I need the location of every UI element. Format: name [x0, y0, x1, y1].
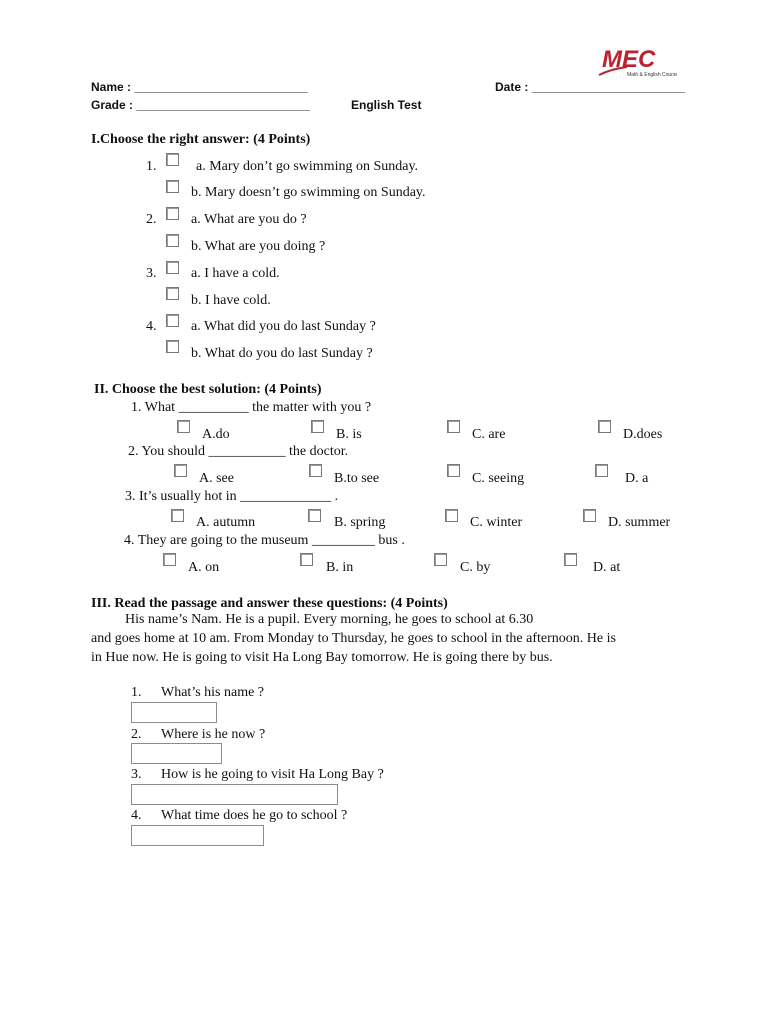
- option-b: b. I have cold.: [191, 293, 271, 308]
- checkbox-option-b[interactable]: [166, 340, 179, 353]
- question-text: 3. It’s usually hot in _____________ .: [125, 489, 339, 504]
- option-a: a. What are you do ?: [191, 212, 307, 227]
- checkbox-option-b[interactable]: [309, 464, 322, 477]
- option-b: b. What do you do last Sunday ?: [191, 346, 373, 361]
- checkbox-option-b[interactable]: [308, 509, 321, 522]
- passage-line-2: and goes home at 10 am. From Monday to Thursday, he goes to school in the afternoon. He is: [91, 631, 616, 646]
- option-a: A. see: [199, 471, 234, 486]
- checkbox-option-a[interactable]: [166, 314, 179, 327]
- checkbox-option-a[interactable]: [177, 420, 190, 433]
- checkbox-option-a[interactable]: [166, 207, 179, 220]
- question-text: What’s his name ?: [161, 685, 265, 700]
- option-c: C. seeing: [472, 471, 525, 486]
- question-text: 2. You should ___________ the doctor.: [128, 444, 349, 459]
- question-text: 1. What __________ the matter with you ?: [131, 400, 372, 415]
- test-title: English Test: [351, 98, 422, 112]
- grade-field[interactable]: Grade : __________________________: [91, 98, 310, 112]
- passage-line-3: in Hue now. He is going to visit Ha Long Bay tomorrow. He is going there by bus.: [91, 650, 553, 665]
- checkbox-option-a[interactable]: [166, 153, 179, 166]
- checkbox-option-b[interactable]: [300, 553, 313, 566]
- section3-heading: III. Read the passage and answer these questions: (4 Points): [91, 596, 448, 611]
- checkbox-option-d[interactable]: [595, 464, 608, 477]
- checkbox-option-d[interactable]: [564, 553, 577, 566]
- option-b: b. What are you doing ?: [191, 239, 326, 254]
- option-a: a. Mary don’t go swimming on Sunday.: [196, 159, 419, 174]
- checkbox-option-c[interactable]: [447, 464, 460, 477]
- option-d: D. a: [625, 471, 649, 486]
- question-number: 1.: [131, 685, 142, 700]
- section2-heading: II. Choose the best solution: (4 Points): [94, 382, 322, 397]
- svg-text:Math & English Course: Math & English Course: [627, 72, 677, 78]
- question-number: 4.: [131, 808, 142, 823]
- option-b: B. is: [336, 427, 362, 442]
- question-text: How is he going to visit Ha Long Bay ?: [161, 767, 384, 782]
- option-a: a. What did you do last Sunday ?: [191, 319, 376, 334]
- question-number: 3.: [131, 767, 142, 782]
- date-field[interactable]: Date : _______________________: [495, 80, 686, 94]
- answer-input[interactable]: [131, 825, 264, 846]
- option-c: C. by: [460, 560, 491, 575]
- option-a: A. on: [188, 560, 220, 575]
- option-c: C. are: [472, 427, 506, 442]
- checkbox-option-a[interactable]: [174, 464, 187, 477]
- question-text: 4. They are going to the museum _________ bus .: [124, 533, 405, 548]
- name-field[interactable]: Name : __________________________: [91, 80, 308, 94]
- checkbox-option-b[interactable]: [311, 420, 324, 433]
- checkbox-option-c[interactable]: [447, 420, 460, 433]
- svg-text:MEC: MEC: [602, 46, 656, 73]
- checkbox-option-c[interactable]: [445, 509, 458, 522]
- option-a: A. autumn: [196, 515, 256, 530]
- checkbox-option-a[interactable]: [166, 261, 179, 274]
- question-number: 2.: [131, 727, 142, 742]
- answer-input[interactable]: [131, 702, 217, 723]
- option-b: B. spring: [334, 515, 386, 530]
- checkbox-option-c[interactable]: [434, 553, 447, 566]
- checkbox-option-b[interactable]: [166, 180, 179, 193]
- option-d: D. summer: [608, 515, 671, 530]
- answer-input[interactable]: [131, 784, 338, 805]
- mec-logo: [597, 45, 677, 79]
- question-number: 2.: [146, 212, 157, 227]
- answer-input[interactable]: [131, 743, 222, 764]
- passage-line-1: His name’s Nam. He is a pupil. Every morning, he goes to school at 6.30: [125, 612, 534, 627]
- option-d: D. at: [593, 560, 621, 575]
- checkbox-option-a[interactable]: [171, 509, 184, 522]
- question-text: What time does he go to school ?: [161, 808, 348, 823]
- option-b: B.to see: [334, 471, 380, 486]
- checkbox-option-b[interactable]: [166, 287, 179, 300]
- option-b: b. Mary doesn’t go swimming on Sunday.: [191, 185, 426, 200]
- question-number: 3.: [146, 266, 157, 281]
- section1-heading: I.Choose the right answer: (4 Points): [91, 132, 311, 147]
- checkbox-option-d[interactable]: [583, 509, 596, 522]
- question-number: 1.: [146, 159, 157, 174]
- option-d: D.does: [623, 427, 663, 442]
- option-a: A.do: [202, 427, 230, 442]
- checkbox-option-a[interactable]: [163, 553, 176, 566]
- option-c: C. winter: [470, 515, 523, 530]
- checkbox-option-d[interactable]: [598, 420, 611, 433]
- question-text: Where is he now ?: [161, 727, 266, 742]
- option-a: a. I have a cold.: [191, 266, 280, 281]
- checkbox-option-b[interactable]: [166, 234, 179, 247]
- option-b: B. in: [326, 560, 354, 575]
- question-number: 4.: [146, 319, 157, 334]
